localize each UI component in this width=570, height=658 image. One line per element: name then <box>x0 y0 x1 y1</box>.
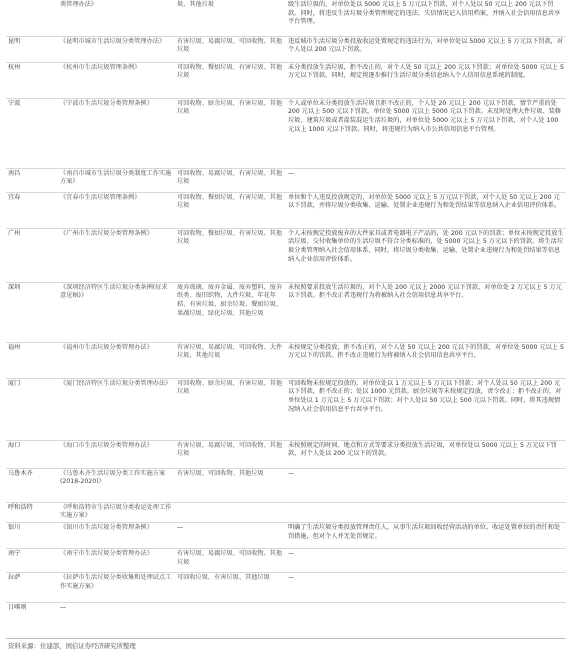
regulation-cell: 《宁波市生活垃圾分类管理条例》 <box>58 98 175 168</box>
city-cell <box>6 0 58 36</box>
regulation-cell: 《深圳经济特区生活垃圾分类条例(征求意见稿)》 <box>58 282 175 342</box>
penalty-cell: 单位和个人违反投放规定的，对单位处 5000 元以上 5 万元以下罚款，对个人处 50 元以上 200 元以下罚款，并将垃圾分类收集、运输、处置企业违规行为和处罚结果等信息纳入企业信用评价体系。 <box>286 192 566 228</box>
classification-cell: 圾、其他垃圾 <box>175 0 286 36</box>
penalty-cell: 个人或单位未分类投放生活垃圾且拒不改正的，个人处 20 元以上 200 元以下罚款，情节严重的处 200 元以上 500 元以下罚款，单位处 5000 元以上 5000 元以下罚款。未及时处理大件垃圾、装修垃圾、建筑垃圾或者混装混运生活垃圾的，对单位处 5000 元以上 5 万元以下罚款，对个人处 100 元以上 1000 元以下罚款。同时，将违规行为纳入市公共信用信息平台管理。 <box>286 98 566 168</box>
penalty-cell: — <box>286 572 566 602</box>
regulation-cell: 类管理办法》 <box>58 0 175 36</box>
regulation-cell: 《昆明市城市生活垃圾分类管理办法》 <box>58 36 175 62</box>
penalty-cell: 违反城市生活垃圾分类投放收运处置规定的违法行为，对单位处以 5000 元以上 5 万元以下罚款，对个人处以 200 元以下罚款。 <box>286 36 566 62</box>
city-cell: 福州 <box>6 342 58 378</box>
penalty-cell: — <box>286 168 566 192</box>
regulation-cell: 《杭州市生活垃圾管理条例》 <box>58 62 175 98</box>
classification-cell: 有害垃圾、易腐垃圾、可回收物、其他垃圾 <box>175 36 286 62</box>
table-row <box>6 548 566 572</box>
table-row <box>6 522 566 548</box>
table-row <box>6 502 566 522</box>
classification-cell: 可回收物、易腐垃圾、有害垃圾、其他垃圾 <box>175 168 286 192</box>
table-row <box>6 168 566 192</box>
penalty-cell: — <box>286 548 566 572</box>
city-cell: 银川 <box>6 522 58 548</box>
regulation-cell: 《南昌市城市生活垃圾分类制度工作实施方案》 <box>58 168 175 192</box>
table-bottom-rule <box>6 638 566 639</box>
penalty-cell: 未按照规定的时间、地点和方式等要求分类投放生活垃圾，对单位处以 5000 元以上 5 万元以下罚款，对个人处以 200 元以下的罚款。 <box>286 440 566 468</box>
city-cell: 海口 <box>6 440 58 468</box>
city-cell: 呼和浩特 <box>6 502 58 522</box>
table-row <box>6 192 566 228</box>
penalty-cell: 个人未按规定投放废弃的大件家具或者电器电子产品的，处 200 元以下的罚款；单位未按规定投放生活垃圾、交付收集单位的生活垃圾不符合分类标准的，处 5000 元以上 5 万元以下的罚款。将生活垃圾分类管理纳入社会信用体系，同时，将垃圾分类收集、运输、处置企业违规行为和处罚结果等信息纳入企业信用评价体系。 <box>286 228 566 282</box>
regulation-cell: 《拉萨市生活垃圾分类收集和处理试点工作实施方案》 <box>58 572 175 602</box>
classification-cell: 可回收物、餐厨垃圾、有害垃圾、其他垃圾 <box>175 62 286 98</box>
table-row <box>6 98 566 168</box>
table-row <box>6 0 566 36</box>
city-cell: 昆明 <box>6 36 58 62</box>
city-cell: 拉萨 <box>6 572 58 602</box>
classification-cell: 可回收物、餐厨垃圾、有害垃圾、其他垃圾 <box>175 192 286 228</box>
city-cell: 宜春 <box>6 192 58 228</box>
classification-cell: — <box>175 522 286 548</box>
regulation-cell: 《乌鲁木齐生活垃圾分类工作实施方案(2018-2020)》 <box>58 468 175 502</box>
penalty-cell: 未按规定分类投放，拒不改正的，对个人处 50 元以上 200 元以下的罚款，对单位处 5000 元以上 5 万元以下的罚款。拒不改正违规行为将被纳入社会信用信息共享平台。 <box>286 342 566 378</box>
city-cell: 南宁 <box>6 548 58 572</box>
classification-cell <box>175 502 286 522</box>
source-note: 资料来源：住建部，国信证券经济研究所整理 <box>8 642 136 650</box>
classification-cell: 废弃玻璃、废弃金属、废弃塑料、废弃纸类、废旧织物、大件垃圾、年花年桔、有害垃圾、厨余垃圾、餐厨垃圾、果蔬垃圾、绿化垃圾、其他垃圾 <box>175 282 286 342</box>
regulation-cell: 《宜春市生活垃圾管理条例》 <box>58 192 175 228</box>
regulation-cell: 《厦门经济特区生活垃圾分类管理办法》 <box>58 378 175 440</box>
table-row <box>6 440 566 468</box>
regulation-cell: — <box>60 603 67 611</box>
penalty-cell: 级生活垃圾的，对单位处以 5000 元以上 5 万元以下罚款，对个人处以 50 元以上 200 元以下罚款。同时，将违反生活垃圾分类管理规定的违法、失信情况记入信用档案，并纳入社会信用信息共享平台管理。 <box>286 0 566 36</box>
penalty-cell: 未分类投放生活垃圾，拒不改正的，对个人处 50 元以上 200 元以下罚款；对单位处 5000 元以上 5 万元以下罚款。同时，规定将逐步推行生活垃圾分类信息纳入个人信用信息系统的制度。 <box>286 62 566 98</box>
city-cell: 宁波 <box>6 98 58 168</box>
regulation-cell: 《呼和浩特市生活垃圾分类收运处理工作实施方案》 <box>58 502 175 522</box>
classification-cell <box>175 602 286 614</box>
classification-cell: 可回收垃圾、有害垃圾、其他垃圾 <box>175 572 286 602</box>
classification-cell: 可回收物、厨余垃圾、有害垃圾、其他垃圾 <box>175 378 286 440</box>
penalty-cell: 未按照要求投放生活垃圾的，对个人处 200 元以上 2000 元以下罚款，对单位处 2 万元以上 5 万元以下罚款。拒不改正者违规行为将被纳入社会信用信息共享平台。 <box>286 282 566 342</box>
city-cell: 深圳 <box>6 282 58 342</box>
policy-table-body <box>6 0 566 614</box>
classification-cell: 可回收物、厨余垃圾、有害垃圾、其他垃圾 <box>175 98 286 168</box>
table-row <box>6 36 566 62</box>
penalty-cell: — <box>286 468 566 502</box>
penalty-cell <box>286 502 566 522</box>
city-cell: 杭州 <box>6 62 58 98</box>
city-cell: 乌鲁木齐 <box>6 468 58 502</box>
regulation-cell: 《福州市生活垃圾分类管理办法》 <box>58 342 175 378</box>
classification-cell: 有害垃圾、易腐垃圾、可回收物、大件垃圾、其他垃圾 <box>175 342 286 378</box>
regulation-cell: 《南宁市生活垃圾分类管理办法》 <box>58 548 175 572</box>
city-cell: 日喀则 <box>8 603 27 611</box>
table-row <box>6 602 566 614</box>
table-row <box>6 62 566 98</box>
city-cell: 厦门 <box>6 378 58 440</box>
table-row <box>6 282 566 342</box>
regulation-cell: 《广州市生活垃圾分类管理条例》 <box>58 228 175 282</box>
penalty-cell: 明确了生活垃圾分类投放管理责任人，从事生活垃圾回收经营活动的单位、收运处置单位的责任和处罚措施，但对个人并无处罚规定。 <box>286 522 566 548</box>
city-cell: 南昌 <box>6 168 58 192</box>
policy-table <box>6 0 566 614</box>
table-row <box>6 342 566 378</box>
table-row <box>6 572 566 602</box>
table-row <box>6 228 566 282</box>
classification-cell: 有害垃圾、可回收物、其他垃圾 <box>175 468 286 502</box>
table-row <box>6 378 566 440</box>
penalty-cell <box>286 602 566 614</box>
classification-cell: 可回收物、餐厨垃圾、有害垃圾、其他垃圾 <box>175 228 286 282</box>
penalty-cell: 可回收物未按规定投放的，对单位处以 1 万元以上 5 万元以下罚款；对个人处以 50 元以上 200 元以下罚款，拒不改正的；处以 1000 元罚款。厨余垃圾等未按规定投放，责令改正；拒不改正的，对单位处以 1 万元以上 5 万元以下罚款；对个人处以 50 元以上 500 元以下罚款。同时，将其违规情况纳入社会信用信息平台共享平台。 <box>286 378 566 440</box>
regulation-cell: 《银川市生活垃圾分类管理条例》 <box>58 522 175 548</box>
table-row <box>6 468 566 502</box>
classification-cell: 有害垃圾、易腐垃圾、可回收物、其他垃圾 <box>175 548 286 572</box>
classification-cell: 有害垃圾、易腐垃圾、可回收物、其他垃圾 <box>175 440 286 468</box>
regulation-cell: 《海口市生活垃圾分类管理办法》 <box>58 440 175 468</box>
city-cell: 广州 <box>6 228 58 282</box>
